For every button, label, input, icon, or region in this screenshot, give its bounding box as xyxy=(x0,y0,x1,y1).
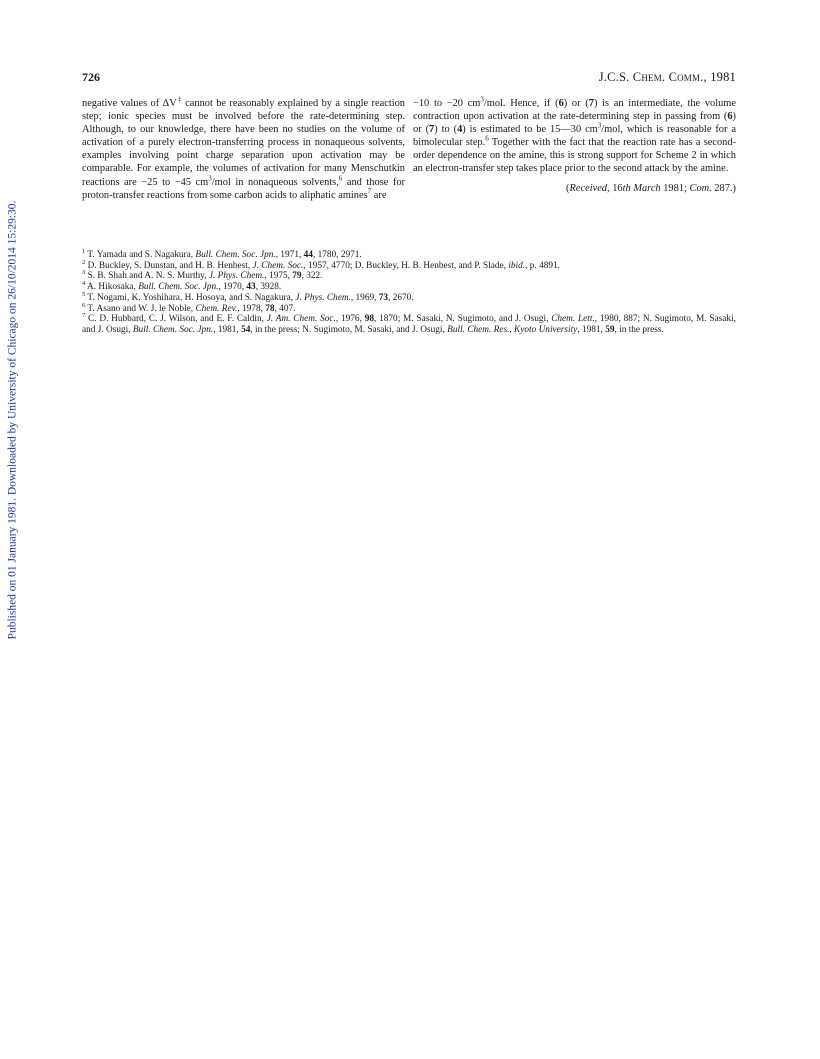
download-stamp xyxy=(4,200,20,640)
left-paragraph: negative values of ΔV‡ cannot be reasonably explained by a single reaction step; ionic species must be involved before the rate-determining step. Although, to our knowledge, there have been no studies on the volume of activation of a purely electron-transferring process in nonaqueous solvents, examples involving point charge separation upon activation may be comparable. For example, the volumes of activation for many Menschutkin reactions are −25 to −45 $cm^3$/mol in nonaqueous solvents,$^6$ and those for proton-transfer reactions from some carbon acids to aliphatic amines$^7$ are xyxy=(82,95,405,201)
reference-7: $^7$ C. D. Hubbard, C. J. Wilson, and E. F. Caldin, J. Am. Chem. Soc., 1976, 98, 1870; M. Sasaki, N. Sugimoto, and J. Osugi, Chem. Lett., 1980, 887; N. Sugimoto, M. Sasaki, and J. Osugi, Bull. Chem. Soc. Jpn., 1981, 54, in the press; N. Sugimoto, M. Sasaki, and J. Osugi, Bull. Chem. Res., Kyoto University, 1981, 59, in the press. xyxy=(82,312,736,335)
reference-5: $^5$ T. Nogami, K. Yoshihara, H. Hosoya, and S. Nagakura, J. Phys. Chem., 1969, 73, 2670. xyxy=(82,290,414,303)
right-paragraph: −10 to −20 $cm^3$/mol. Hence, if (6) or (7) is an intermediate, the volume contraction upon activation at the rate-determining step in passing from (6) or (7) to (4) is estimated to be 15—30 $cm^3$/mol, which is reasonable for a bimolecular step.$^6$ Together with the fact that the reaction rate has a second-order dependence on the amine, this is strong support for Scheme 2 in which an electron-transfer step takes place prior to the second attack by the amine. xyxy=(413,95,737,175)
citation-7: 7 xyxy=(367,187,372,196)
compound-7: 7 xyxy=(588,98,594,109)
journal-name: J.C.S. xyxy=(598,70,630,84)
compound-6: 6 xyxy=(727,111,733,123)
citation-6: 6 xyxy=(338,174,343,183)
left-column xyxy=(82,97,405,202)
reference-6: $^6$ T. Asano and W. J. le Noble, Chem. Rev., 1978, 78, 407. xyxy=(82,301,296,314)
reference-list xyxy=(82,247,736,336)
reference-4: $^4$ A. Hikosaka, Bull. Chem. Soc. Jpn., 1970, 43, 3928. xyxy=(82,280,282,293)
received-line: (Received, 16th March 1981; Com. 287.) xyxy=(566,182,736,194)
citation-6: 6 xyxy=(485,134,489,143)
download-stamp-text: Published on 01 January 1981. Downloaded by University of Chicago on 26/10/2014 15:29:30. xyxy=(6,200,19,640)
running-head xyxy=(599,70,736,85)
page-number: 726 xyxy=(82,70,100,84)
reference-2: $^2$ D. Buckley, S. Dunstan, and H. B. Henbest, J. Chem. Soc., 1957, 4770; D. Buckley, H. B. Henbest, and P. Slade, ibid., p. 4891. xyxy=(82,258,560,271)
reference-1: $^1$ T. Yamada and S. Nagakura, Bull. Chem. Soc. Jpn., 1971, 44, 1780, 2971. xyxy=(82,247,362,260)
journal-year: , 1981 xyxy=(703,70,736,84)
reference-3: $^3$ S. B. Shah and A. N. S. Murthy, J. Phys. Chem., 1975, 79, 322. xyxy=(82,269,323,282)
journal-section: Chem. Comm. xyxy=(632,70,704,84)
compound-6: 6 xyxy=(558,98,564,109)
compound-7: 7 xyxy=(429,124,435,136)
compound-4: 4 xyxy=(457,124,463,136)
right-column xyxy=(413,97,736,195)
